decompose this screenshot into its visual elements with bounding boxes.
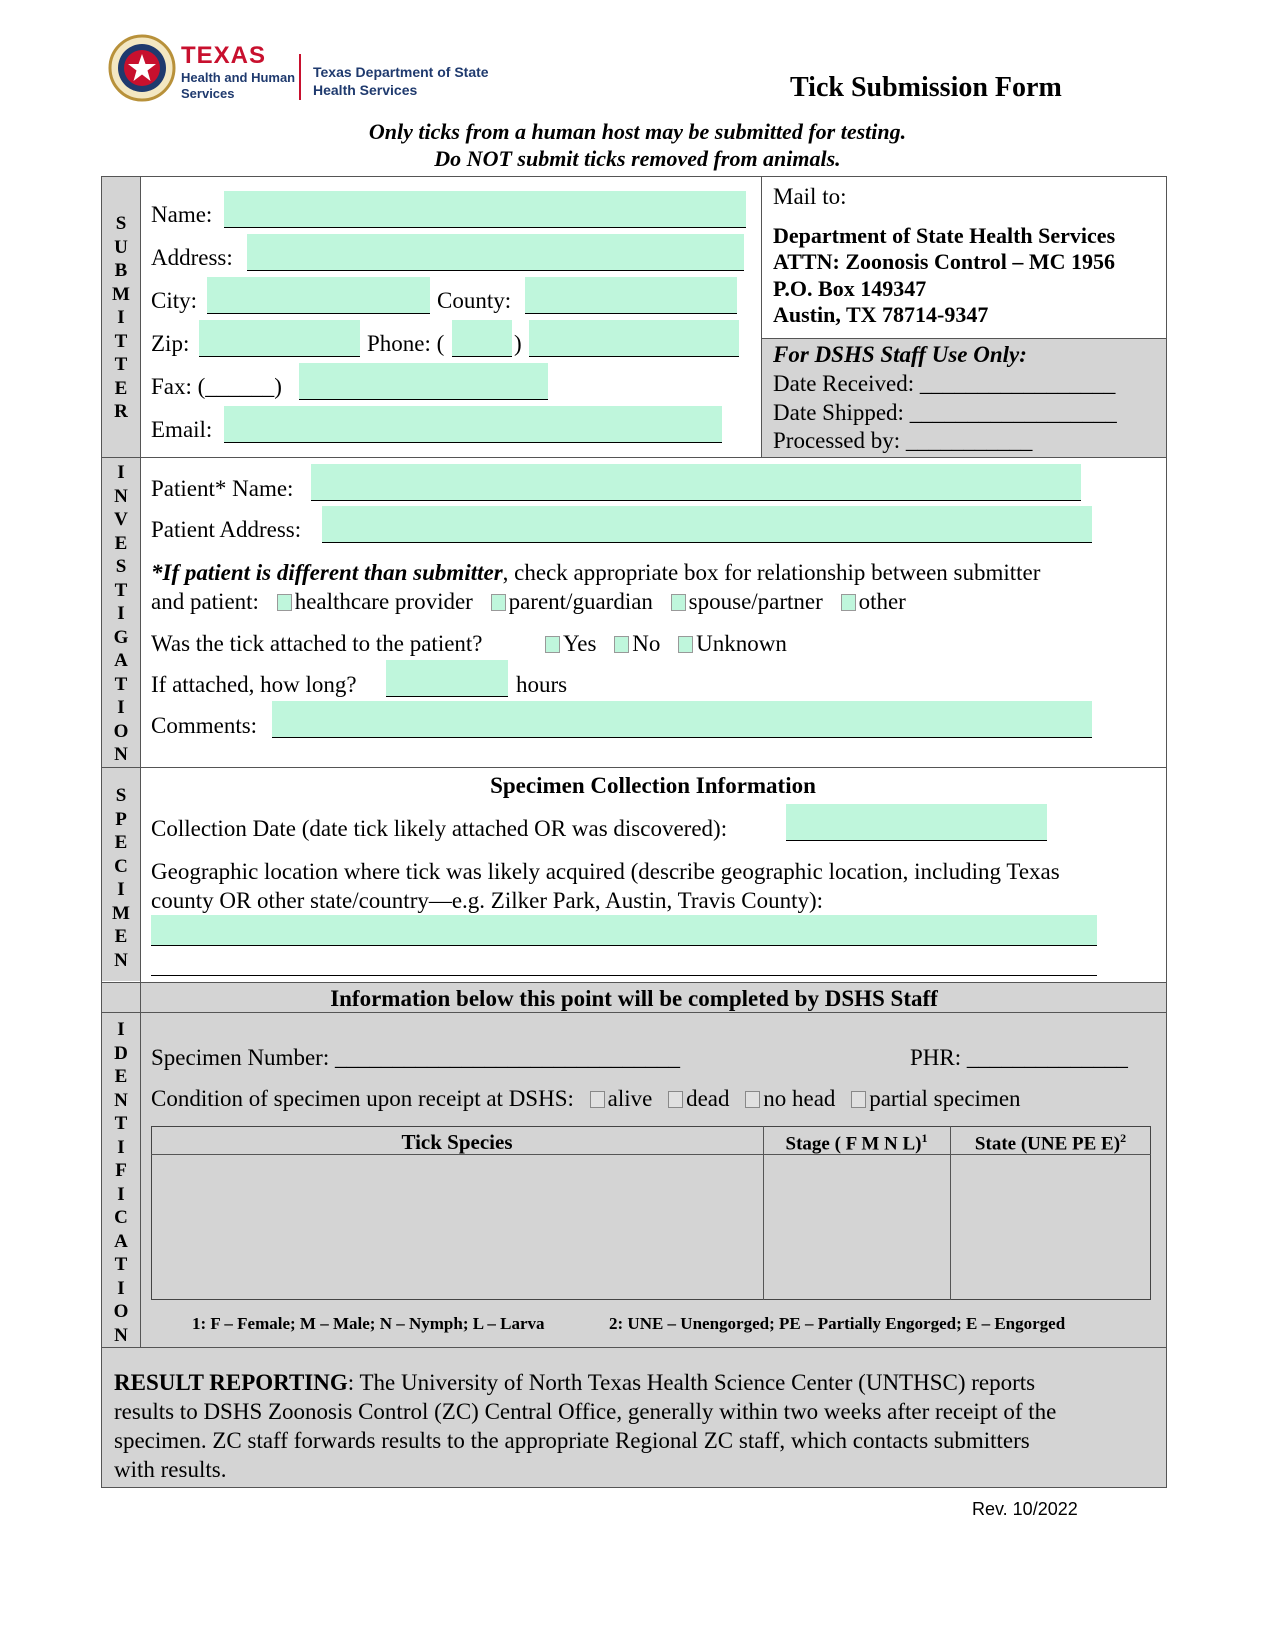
col-state: State (UNE PE E)$^2$: [974, 1131, 1127, 1155]
fax-label: Fax: (______): [151, 374, 282, 399]
phr: PHR: ______________: [910, 1045, 1128, 1070]
divider: [102, 1012, 1166, 1013]
side-label-specimen: S P E C I M E N: [112, 785, 130, 971]
attached-options: [545, 631, 787, 657]
col-stage: Stage ( F M N L)$^1$: [785, 1131, 928, 1155]
result-line4: with results.: [114, 1457, 227, 1482]
divider: [102, 1347, 1166, 1348]
zip-label: Zip:: [151, 331, 190, 356]
result-line3: specimen. ZC staff forwards results to the appropriate Regional ZC staff, which contacts submitters: [114, 1428, 1030, 1453]
divider: [140, 177, 141, 1347]
relationship-instruction-bold: *If patient is different than submitter: [151, 560, 503, 585]
patient-name-label: Patient* Name:: [151, 476, 294, 501]
mail-line2: ATTN: Zoonosis Control – MC 1956: [773, 249, 1116, 274]
mail-line1: Department of State Health Services: [773, 223, 1116, 248]
geo-line1: Geographic location where tick was likely acquired (describe geographic location, including Texas: [151, 859, 1060, 884]
divider: [761, 177, 762, 457]
checkbox-yes[interactable]: Yes: [545, 631, 596, 656]
seal-icon: [108, 34, 176, 102]
city-label: City:: [151, 288, 198, 313]
geo-location-input[interactable]: [151, 915, 1097, 946]
col-tick-species: Tick Species: [401, 1130, 513, 1154]
divider: [102, 767, 1166, 768]
hhs-seal: [108, 34, 176, 102]
name-label: Name:: [151, 202, 213, 227]
hours-label: hours: [516, 672, 568, 697]
collection-date-label: Collection Date (date tick likely attached OR was discovered):: [151, 816, 728, 841]
divider: [102, 982, 1166, 983]
divider: [761, 338, 1166, 339]
logo-hhs-line3: Services: [181, 86, 235, 101]
checkbox-unknown[interactable]: Unknown: [678, 631, 787, 656]
condition-row: [151, 1086, 1021, 1112]
mail-line4: Austin, TX 78714-9347: [773, 302, 989, 327]
divider: [102, 457, 1166, 458]
checkbox-partial-specimen[interactable]: partial specimen: [851, 1086, 1020, 1111]
logo-hhs-line2: Health and Human: [181, 70, 296, 85]
phone-label: Phone: (: [367, 331, 445, 356]
comments-input[interactable]: [272, 701, 1092, 738]
result-bold: RESULT REPORTING: [114, 1370, 348, 1395]
page-title: Tick Submission Form: [790, 72, 1062, 103]
checkbox-dead[interactable]: dead: [668, 1086, 729, 1111]
checkbox-parent-guardian[interactable]: parent/guardian: [491, 589, 653, 614]
staff-banner: Information below this point will be completed by DSHS Staff: [330, 986, 938, 1011]
patient-address-input[interactable]: [322, 506, 1092, 543]
and-patient-label: and patient:: [151, 589, 259, 614]
side-label-identification: I D E N T I F I C A T I O N: [113, 1019, 129, 1346]
date-received: Date Received: _________________: [773, 371, 1116, 396]
footnote-stage: 1: F – Female; M – Male; N – Nymph; L – Larva: [192, 1314, 545, 1333]
logo-divider: [299, 54, 301, 100]
collection-date-input[interactable]: [786, 804, 1047, 841]
specimen-title: Specimen Collection Information: [490, 773, 816, 798]
county-input[interactable]: [525, 277, 737, 314]
attached-question: Was the tick attached to the patient?: [151, 631, 483, 656]
phone-area-input[interactable]: [452, 320, 512, 357]
notice-line2: Do NOT submit ticks removed from animals.: [434, 146, 841, 171]
side-label-submitter: S U B M I T T E R: [112, 213, 130, 422]
email-label: Email:: [151, 417, 213, 442]
dept-line1: Texas Department of State: [313, 64, 489, 80]
checkbox-alive[interactable]: alive: [590, 1086, 653, 1111]
geo-location-line2: [151, 975, 1097, 976]
comments-label: Comments:: [151, 713, 258, 738]
address-input[interactable]: [247, 234, 744, 271]
revision: Rev. 10/2022: [972, 1499, 1078, 1519]
mail-line3: P.O. Box 149347: [773, 276, 927, 301]
checkbox-spouse-partner[interactable]: spouse/partner: [671, 589, 823, 614]
checkbox-other[interactable]: other: [841, 589, 906, 614]
dept-line2: Health Services: [313, 82, 418, 98]
side-label-investigation: I N V E S T I G A T I O N: [113, 462, 129, 765]
specimen-number: Specimen Number: ______________________________: [151, 1045, 680, 1070]
checkbox-healthcare-provider[interactable]: healthcare provider: [277, 589, 473, 614]
county-label: County:: [437, 288, 512, 313]
phone-input[interactable]: [529, 320, 739, 357]
condition-label: Condition of specimen upon receipt at DSHS:: [151, 1086, 574, 1111]
email-input[interactable]: [224, 406, 722, 443]
patient-name-input[interactable]: [311, 464, 1081, 501]
mail-to-label: Mail to:: [773, 184, 847, 209]
patient-address-label: Patient Address:: [151, 517, 302, 542]
address-label: Address:: [151, 245, 233, 270]
geo-line2: county OR other state/country—e.g. Zilker Park, Austin, Travis County):: [151, 888, 824, 913]
footnote-state: 2: UNE – Unengorged; PE – Partially Engorged; E – Engorged: [609, 1314, 1066, 1333]
fax-input[interactable]: [299, 363, 548, 400]
how-long-label: If attached, how long?: [151, 672, 357, 697]
notice-line1: Only ticks from a human host may be submitted for testing.: [368, 119, 907, 144]
processed-by: Processed by: ___________: [773, 428, 1033, 453]
staff-use-title: For DSHS Staff Use Only:: [773, 342, 1027, 367]
relationship-row: [151, 589, 906, 615]
name-input[interactable]: [224, 191, 746, 228]
result-line1: RESULT REPORTING: The University of North Texas Health Science Center (UNTHSC) reports: [114, 1370, 1036, 1395]
result-line2: results to DSHS Zoonosis Control (ZC) Central Office, generally within two weeks after receipt of the: [114, 1399, 1057, 1424]
checkbox-no-head[interactable]: no head: [745, 1086, 835, 1111]
relationship-instruction: [151, 560, 1040, 586]
phone-close: ): [514, 331, 522, 356]
date-shipped: Date Shipped: __________________: [773, 400, 1117, 425]
checkbox-no[interactable]: No: [614, 631, 660, 656]
logo-texas: TEXAS: [181, 42, 267, 69]
relationship-instruction-rest: , check appropriate box for relationship between submitter: [502, 560, 1041, 585]
how-long-input[interactable]: [386, 660, 508, 697]
city-input[interactable]: [207, 277, 430, 314]
zip-input[interactable]: [199, 320, 360, 357]
